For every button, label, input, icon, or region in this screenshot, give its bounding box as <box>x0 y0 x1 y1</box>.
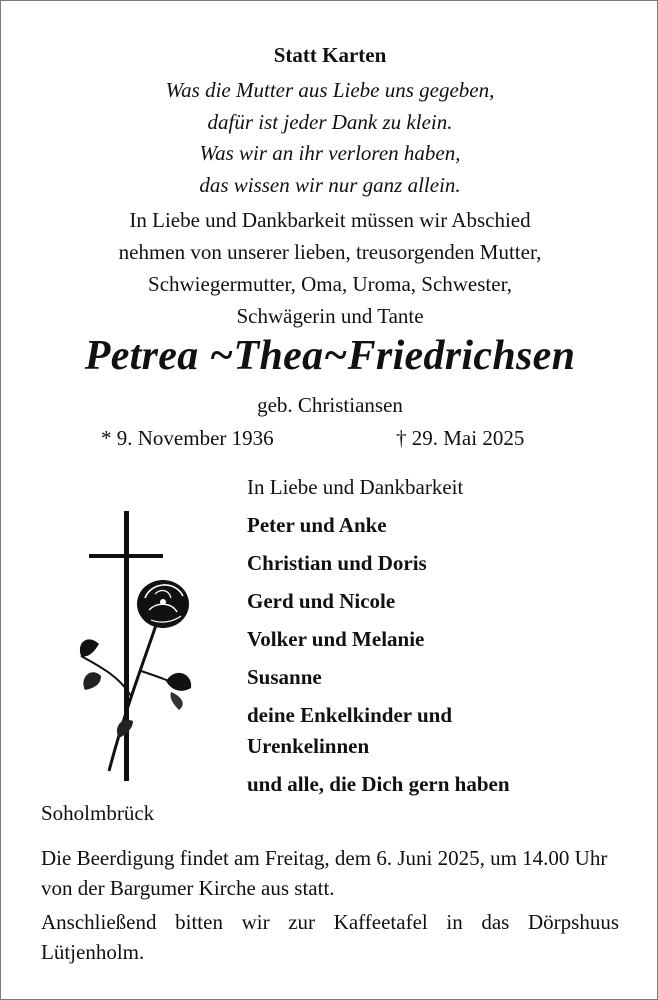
poem-line: dafür ist jeder Dank zu klein. <box>207 109 453 134</box>
poem-line: Was die Mutter aus Liebe uns gegeben, <box>165 78 495 102</box>
birth-date: * 9. November 1936 <box>101 426 274 450</box>
intro-text <box>1 204 658 332</box>
death-date: † 29. Mai 2025 <box>396 426 525 450</box>
poem <box>1 75 658 201</box>
cross-icon <box>71 506 201 786</box>
mourner: Christian und Doris <box>247 551 427 575</box>
mourner: Volker und Melanie <box>247 627 425 651</box>
rose-icon <box>80 580 191 771</box>
mourner: Gerd und Nicole <box>247 589 396 613</box>
mourner: Susanne <box>247 665 322 689</box>
poem-line: das wissen wir nur ganz allein. <box>199 172 461 197</box>
mourner: Urenkelinnen <box>247 734 370 758</box>
intro-line: nehmen von unserer lieben, treusorgenden Mutter, <box>118 240 542 264</box>
place-name: Soholmbrück <box>41 801 155 825</box>
poem-line: Was wir an ihr verloren haben, <box>199 141 461 165</box>
intro-line: Schwiegermutter, Oma, Uroma, Schwester, <box>148 272 512 296</box>
mourner: Peter und Anke <box>247 513 387 537</box>
intro-line: In Liebe und Dankbarkeit müssen wir Abschied <box>129 208 531 232</box>
funeral-info: Die Beerdigung findet am Freitag, dem 6. Juni 2025, um 14.00 Uhr von der Bargumer Kirche aus statt. <box>41 846 608 900</box>
mourner: und alle, die Dich gern haben <box>247 772 510 796</box>
heading: Statt Karten <box>273 43 387 67</box>
maiden-name: geb. Christiansen <box>257 393 403 417</box>
reception-info: Anschließend bitten wir zur Kaffeetafel in das Dörpshuus Lütjenholm. <box>41 910 619 964</box>
deceased-name: Petrea ~Thea~Friedrichsen <box>84 333 576 379</box>
mourner: deine Enkelkinder und <box>247 703 453 727</box>
mourners-intro: In Liebe und Dankbarkeit <box>247 475 464 499</box>
intro-line: Schwägerin und Tante <box>236 304 424 328</box>
